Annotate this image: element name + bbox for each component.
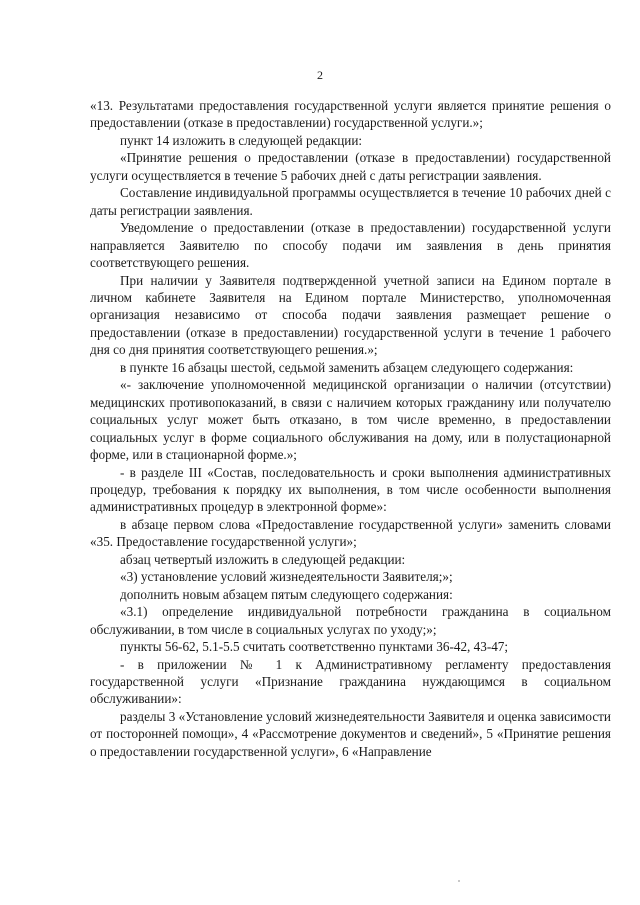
paragraph-item-16-intro: в пункте 16 абзацы шестой, седьмой заменить абзацем следующего содержания: <box>120 359 574 375</box>
paragraph-decision-deadline: «Принятие решения о предоставлении (отказе в предоставлении) государственной услуги осуществляется в течение 5 рабочих дней с даты регистрации заявления. <box>90 150 611 183</box>
paragraph-medical-conclusion: «- заключение уполномоченной медицинской организации о наличии (отсутствии) медицинских противопоказаний, в связи с наличием которых гражданину или получателю социальных услуг может быть отказано, в том числе временно, в предоставлении социальных услуг в форме социального обслуживания на дому, или в полустационарной форме, или в стационарной форме.»; <box>90 377 611 463</box>
paragraph-section-3: - в разделе III «Состав, последовательность и сроки выполнения административных процедур, требования к порядку их выполнения, в том числе особенности выполнения административных процедур в электронной форме»: <box>90 464 611 515</box>
paragraph-appendix-1: - в приложении № 1 к Административному регламенту предоставления государственной услуги «Признание гражданина нуждающимся в социальном обслуживании»: <box>90 656 611 707</box>
page-number: 2 <box>317 68 323 82</box>
paragraph-item-14-intro: пункт 14 изложить в следующей редакции: <box>120 132 363 148</box>
paragraph-fourth-abzac-intro: абзац четвертый изложить в следующей редакции: <box>120 551 406 567</box>
paragraph-item-3-1: «3.1) определение индивидуальной потребности гражданина в социальном обслуживании, в том числе в социальных услугах по уходу;»; <box>90 604 611 637</box>
paragraph-individual-program: Составление индивидуальной программы осуществляется в течение 10 рабочих дней с даты регистрации заявления. <box>90 185 611 218</box>
paragraph-sections-list: разделы 3 «Установление условий жизнедеятельности Заявителя и оценка зависимости от посторонней помощи», 4 «Рассмотрение документов и сведений», 5 «Принятие решения о предоставлении государственной услуги», 6 «Направление <box>90 708 611 759</box>
paragraph-result-clause: «13. Результатами предоставления государственной услуги является принятие решения о предоставлении (отказе в предоставлении) государственной услуги.»; <box>90 98 611 131</box>
document-body <box>90 97 611 760</box>
paragraph-item-3: «3) установление условий жизнедеятельности Заявителя;»; <box>120 569 453 585</box>
paragraph-first-abzac: в абзаце первом слова «Предоставление государственной услуги» заменить словами «35. Предоставление государственной услуги»; <box>90 516 611 550</box>
paragraph-renumbering: пункты 56-62, 5.1-5.5 считать соответственно пунктами 36-42, 43-47; <box>120 639 509 655</box>
scan-speck <box>458 880 460 882</box>
paragraph-notification: Уведомление о предоставлении (отказе в предоставлении) государственной услуги направляется Заявителю по способу подачи им заявления в день принятия соответствующего решения. <box>90 220 611 271</box>
paragraph-portal-account: При наличии у Заявителя подтвержденной учетной записи на Едином портале в личном кабинете Заявителя на Едином портале Министерство, уполномоченная организация независимо от способа подачи заявления размещает решение о предоставлении (отказе в предоставлении) государственной услуги в течение 1 рабочего дня со дня принятия соответствующего решения.»; <box>90 272 611 358</box>
paragraph-fifth-abzac-intro: дополнить новым абзацем пятым следующего содержания: <box>120 586 453 602</box>
